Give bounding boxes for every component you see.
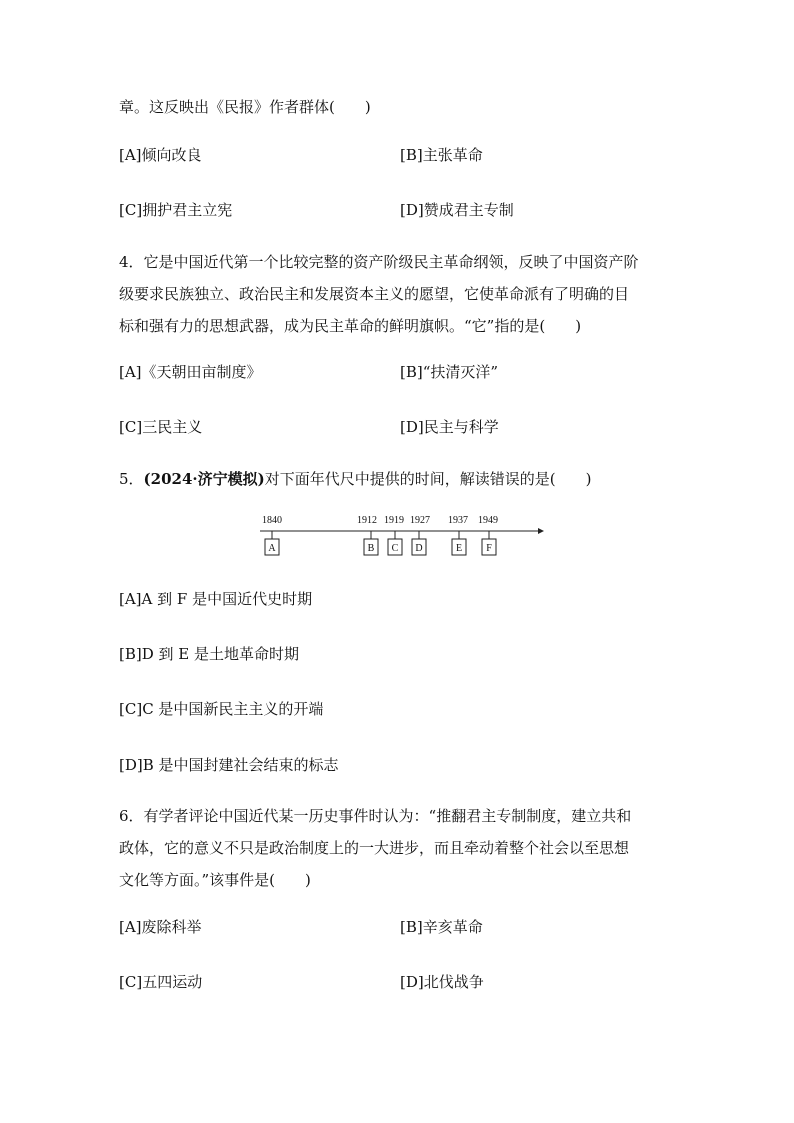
- option-label: [A]: [119, 918, 142, 936]
- timeline-letter-c: C: [391, 543, 399, 554]
- option-text: 《天朝田亩制度》: [141, 363, 262, 381]
- option-label: [A]: [119, 363, 142, 381]
- option-text: 拥护君主立宪: [142, 201, 233, 219]
- question-number: 5．: [119, 470, 144, 488]
- q3-option-b[interactable]: [400, 145, 483, 165]
- q6-option-d[interactable]: [400, 972, 484, 992]
- timeline-letter-e: E: [455, 543, 463, 554]
- q4-stem-line-1: 4．它是中国近代第一个比较完整的资产阶级民主革命纲领，反映了中国资产阶: [119, 253, 639, 271]
- timeline-diagram: [255, 508, 545, 560]
- timeline-letter-f: F: [486, 543, 492, 554]
- option-label: [B]: [400, 146, 423, 164]
- timeline-year-1937: 1937: [448, 515, 468, 526]
- option-label: [D]: [119, 756, 143, 774]
- option-label: [C]: [119, 201, 143, 219]
- q4-option-d[interactable]: [400, 417, 499, 437]
- q5-option-d[interactable]: [119, 755, 339, 775]
- q5-option-a[interactable]: [119, 589, 312, 609]
- timeline-year-1927: 1927: [410, 515, 430, 526]
- timeline-year-1949: 1949: [478, 515, 498, 526]
- option-label: [D]: [400, 973, 424, 991]
- option-label: [C]: [119, 700, 143, 718]
- q3-option-d[interactable]: [400, 200, 514, 220]
- option-label: [A]: [119, 590, 142, 608]
- option-text: C 是中国新民主主义的开端: [142, 700, 324, 718]
- option-text: 民主与科学: [423, 418, 499, 436]
- q3-stem-continuation: 章。这反映出《民报》作者群体( ): [119, 98, 371, 116]
- option-text: “扶清灭洋”: [422, 363, 499, 381]
- option-text: 五四运动: [142, 973, 203, 991]
- q3-option-a[interactable]: [119, 145, 202, 165]
- option-label: [C]: [119, 418, 143, 436]
- q5-stem: [119, 469, 591, 489]
- timeline-letter-d: D: [415, 543, 423, 554]
- q6-option-a[interactable]: [119, 917, 202, 937]
- timeline-year-1840: 1840: [262, 515, 282, 526]
- q5-option-b[interactable]: [119, 644, 299, 664]
- option-text: 北伐战争: [423, 973, 484, 991]
- question-text: 对下面年代尺中提供的时间，解读错误的是( ): [264, 470, 592, 488]
- option-text: 主张革命: [422, 146, 483, 164]
- option-text: B 是中国封建社会结束的标志: [142, 756, 339, 774]
- timeline-year-1912: 1912: [357, 515, 377, 526]
- option-text: A 到 F 是中国近代史时期: [141, 590, 313, 608]
- option-label: [B]: [119, 645, 142, 663]
- q5-option-c[interactable]: [119, 699, 323, 719]
- q6-option-b[interactable]: [400, 917, 483, 937]
- question-source: (2024·济宁模拟): [143, 470, 265, 488]
- option-text: 废除科举: [141, 918, 202, 936]
- q6-stem-line-1: 6．有学者评论中国近代某一历史事件时认为：“推翻君主专制制度，建立共和: [119, 807, 632, 825]
- q6-stem-line-2: 政体，它的意义不只是政治制度上的一大进步，而且牵动着整个社会以至思想: [119, 839, 630, 857]
- q6-option-c[interactable]: [119, 972, 202, 992]
- q6-stem-line-3: 文化等方面。”该事件是( ): [119, 871, 311, 889]
- q4-stem-line-3: 标和强有力的思想武器，成为民主革命的鲜明旗帜。“它”指的是( ): [119, 317, 582, 335]
- q4-option-c[interactable]: [119, 417, 202, 437]
- option-text: D 到 E 是土地革命时期: [141, 645, 300, 663]
- option-text: 倾向改良: [141, 146, 202, 164]
- q4-option-a[interactable]: [119, 362, 262, 382]
- option-text: 三民主义: [142, 418, 203, 436]
- q3-option-c[interactable]: [119, 200, 232, 220]
- option-label: [B]: [400, 363, 423, 381]
- option-text: 辛亥革命: [422, 918, 483, 936]
- timeline-letter-b: B: [367, 543, 375, 554]
- option-label: [A]: [119, 146, 142, 164]
- option-label: [B]: [400, 918, 423, 936]
- option-label: [D]: [400, 201, 424, 219]
- option-label: [C]: [119, 973, 143, 991]
- timeline-letter-a: A: [268, 543, 276, 554]
- q4-option-b[interactable]: [400, 362, 498, 382]
- timeline-arrow-icon: [538, 528, 544, 534]
- timeline-year-1919: 1919: [384, 515, 404, 526]
- option-label: [D]: [400, 418, 424, 436]
- option-text: 赞成君主专制: [423, 201, 514, 219]
- q4-stem-line-2: 级要求民族独立、政治民主和发展资本主义的愿望，它使革命派有了明确的目: [119, 285, 630, 303]
